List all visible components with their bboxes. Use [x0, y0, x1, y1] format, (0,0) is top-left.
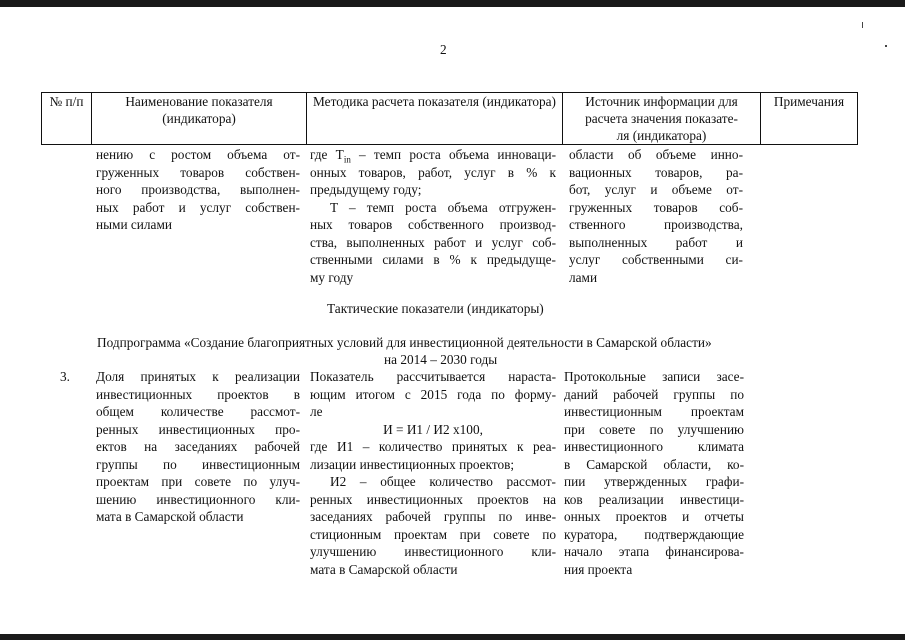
text-line: ства, выполненных работ и услуг соб-: [310, 234, 556, 250]
header-source-line: Источник информации для: [585, 94, 738, 109]
header-source-line: расчета значения показате-: [585, 111, 738, 126]
section-title: Тактические показатели (индикаторы): [327, 301, 544, 316]
formula-rest: – темп роста объема инноваци-: [350, 147, 556, 162]
subprogram-period: на 2014 – 2030 годы: [384, 352, 498, 367]
text-line: ков реализации инвестици-: [564, 491, 744, 507]
text-line: ле: [310, 404, 323, 419]
scan-bottom-border: [0, 634, 905, 640]
text-line: T – темп роста объема отгружен-: [330, 199, 556, 215]
row-number: 3.: [60, 369, 70, 384]
text-line: Протокольные записи засе-: [564, 369, 744, 384]
cont-name-cell: [96, 146, 300, 234]
text-line: бот, услуг и объеме от-: [569, 182, 743, 197]
text-line: где И1 – количество принятых к реа-: [310, 439, 556, 454]
text-line: проектам при совете по улуч-: [96, 474, 300, 489]
text-line: груженных товаров собствен-: [96, 164, 300, 180]
text-line: Доля принятых к реализации: [96, 369, 300, 384]
row3-method-cell: [310, 368, 556, 578]
scan-top-border: [0, 0, 905, 7]
text-line: ных работ и услуг собствен-: [96, 199, 300, 215]
subprogram-title: Подпрограмма «Создание благоприятных условий для инвестиционной деятельности в Самарской области»: [97, 335, 712, 350]
text-line: инвестиционным проектам: [564, 404, 744, 419]
text-line: ектов на заседаниях рабочей: [96, 439, 300, 454]
text-line: области об объеме инно-: [569, 147, 743, 162]
table-header-row: [42, 93, 858, 145]
formula-prefix: где T: [310, 147, 344, 162]
cont-method-cell: [310, 146, 556, 286]
text-line: мата в Самарской области: [96, 509, 244, 524]
text-line: му году: [310, 269, 354, 285]
text-line: груженных товаров соб-: [569, 199, 743, 215]
cont-source-cell: [569, 146, 743, 286]
text-line: при совете по улучшению: [564, 421, 744, 437]
header-method: Методика расчета показателя (индикатора): [307, 93, 563, 145]
text-line: выполненных работ и: [569, 234, 743, 250]
text-line: ния проекта: [564, 561, 633, 577]
text-line: ренных инвестиционных про-: [96, 421, 300, 437]
scan-speck: [862, 22, 863, 28]
text-line: ственного производства,: [569, 217, 743, 232]
text-line: в Самарской области, ко-: [564, 456, 744, 472]
text-line: Показатель рассчитывается нараста-: [310, 369, 556, 384]
text-line: инвестиционного климата: [564, 439, 744, 454]
text-line: ными силами: [96, 217, 172, 232]
text-line: лизации инвестиционных проектов;: [310, 456, 515, 472]
header-source-line: ля (индикатора): [616, 128, 707, 143]
text-line: группы по инвестиционным: [96, 456, 300, 472]
text-line: шению инвестиционного кли-: [96, 491, 300, 507]
text-line: стиционным проектам при совете по: [310, 526, 556, 542]
header-notes: Примечания: [761, 93, 858, 145]
text-line: нению с ростом объема от-: [96, 147, 300, 162]
header-num: № п/п: [42, 93, 92, 145]
text-line: ющим итогом с 2015 года по форму-: [310, 386, 556, 402]
text-line: улучшению инвестиционного кли-: [310, 544, 556, 559]
row3-name-cell: [96, 368, 300, 526]
text-line: лами: [569, 269, 598, 285]
text-line: начало этапа финансирова-: [564, 544, 744, 559]
text-line: пии утвержденных графи-: [564, 474, 744, 489]
text-line: онных проектов и отчеты: [564, 509, 744, 524]
text-line: заседаниях рабочей группы по инве-: [310, 509, 556, 524]
text-line: ных товаров собственного производ-: [310, 217, 556, 232]
text-line: инвестиционных проектов в: [96, 386, 300, 402]
table-header: [41, 92, 858, 145]
text-line: куратора, подтверждающие: [564, 526, 744, 542]
text-line: онных товаров, работ, услуг в % к: [310, 164, 556, 180]
row3-source-cell: [564, 368, 744, 578]
text-line: И2 – общее количество рассмот-: [330, 474, 556, 489]
text-line: общем количестве рассмот-: [96, 404, 300, 419]
text-line: ного производства, выполнен-: [96, 182, 300, 197]
header-name: Наименование показателя (индикатора): [92, 93, 307, 145]
formula-line: [310, 146, 556, 164]
text-line: ренных инвестиционных проектов на: [310, 491, 556, 507]
text-line: мата в Самарской области: [310, 561, 458, 577]
text-line: предыдущему году;: [310, 182, 422, 197]
text-line: даний рабочей группы по: [564, 386, 744, 402]
page-number: 2: [440, 42, 447, 57]
header-source: [563, 93, 761, 145]
text-line: ственными силами в % к предыдуще-: [310, 252, 556, 267]
formula-subscript: in: [343, 154, 351, 165]
scan-speck: [885, 45, 887, 47]
text-line: услуг собственными си-: [569, 252, 743, 267]
text-line: вационных товаров, ра-: [569, 164, 743, 180]
formula: И = И1 / И2 х100,: [383, 421, 483, 437]
